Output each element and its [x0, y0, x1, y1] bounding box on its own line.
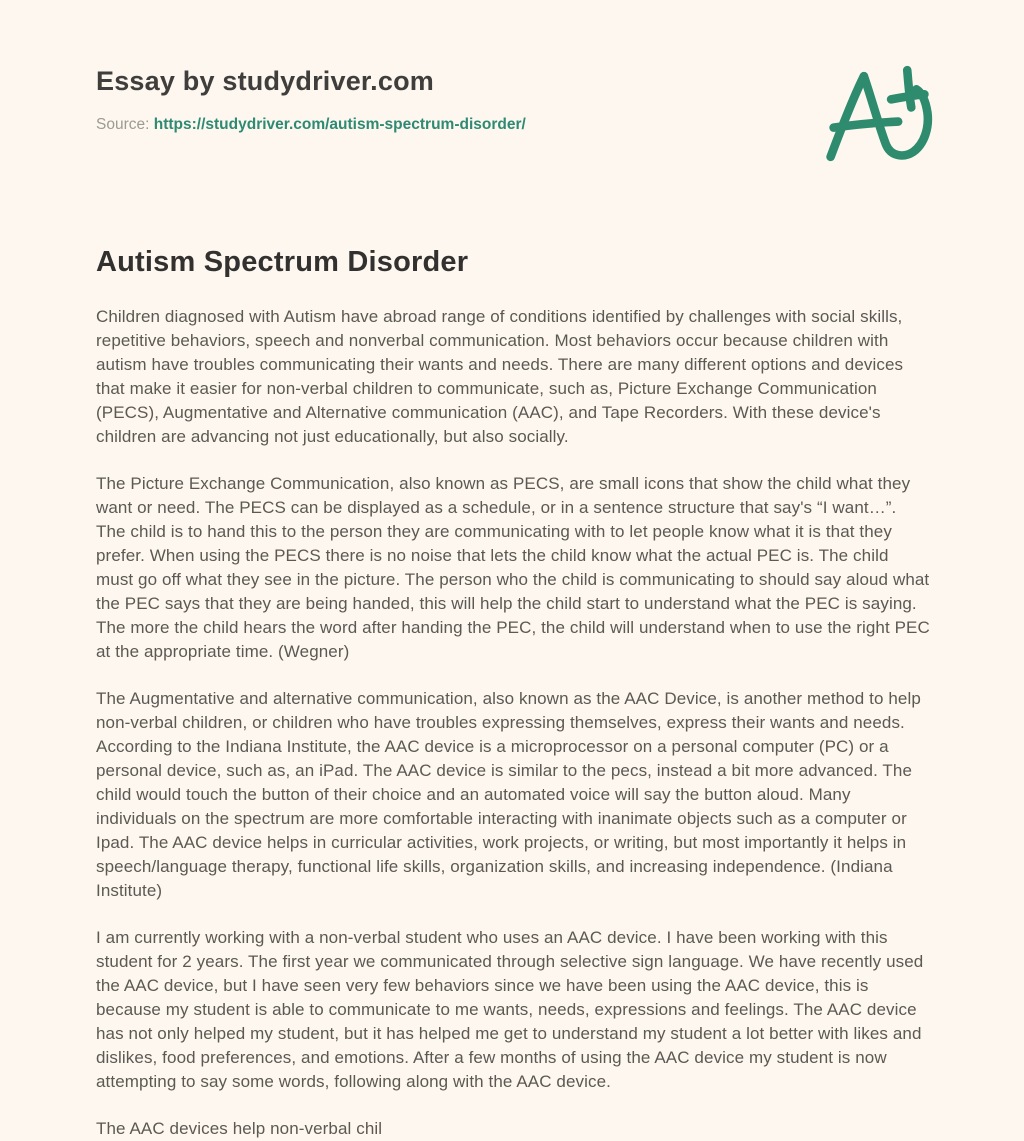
essay-paragraph: The Augmentative and alternative communication, also known as the AAC Device, is another method to help non-verbal children, or children who have troubles expressing themselves, express their wants and needs. According to the Indiana Institute, the AAC device is a microprocessor on a personal computer (PC) or a personal device, such as, an iPad. The AAC device is similar to the pecs, instead a bit more advanced. The child would touch the button of their choice and an automated voice will say the button aloud. Many individuals on the spectrum are more comfortable interacting with inanimate objects such as a computer or Ipad. The AAC device helps in curricular activities, work projects, or writing, but most importantly it helps in speech/language therapy, functional life skills, organization skills, and increasing independence. (Indiana Institute)	[96, 689, 921, 900]
essay-paragraph: I am currently working with a non-verbal student who uses an AAC device. I have been working with this student for 2 years. The first year we communicated through selective sign language. We have recently used the AAC device, but I have seen very few behaviors since we have been using the AAC device, this is because my student is able to communicate to me wants, needs, expressions and feelings. The AAC device has not only helped my student, but it has helped me get to understand my student a lot better with likes and dislikes, food preferences, and emotions. After a few months of using the AAC device my student is now attempting to say some words, following along with the AAC device.	[96, 928, 924, 1091]
source-label: Source:	[96, 116, 150, 133]
essay-body	[96, 305, 930, 1141]
a-plus-logo-icon	[816, 56, 940, 172]
essay-paragraph: Children diagnosed with Autism have abroad range of conditions identified by challenges with social skills, repetitive behaviors, speech and nonverbal communication. Most behaviors occur because children with autism have troubles communicating their wants and needs. There are many different options and devices that make it easier for non-verbal children to communicate, such as, Picture Exchange Communication (PECS), Augmentative and Alternative communication (AAC), and Tape Recorders. With these device's children are advancing not just educationally, but also socially.	[96, 307, 904, 446]
header-title: Essay by studydriver.com	[96, 66, 434, 96]
essay-paragraph: The Picture Exchange Communication, also known as PECS, are small icons that show the child what they want or need. The PECS can be displayed as a schedule, or in a sentence structure that say's “I want…”. The child is to hand this to the person they are communicating with to let people know what it is that they prefer. When using the PECS there is no noise that lets the child know what the actual PEC is. The child must go off what they see in the picture. The person who the child is communicating to should say aloud what the PEC says that they are being handed, this will help the child start to understand what the PEC is saying. The more the child hears the word after handing the PEC, the child will understand when to use the right PEC at the appropriate time. (Wegner)	[96, 474, 930, 661]
source-url-link[interactable]: https://studydriver.com/autism-spectrum-disorder/	[153, 116, 526, 133]
source-line	[96, 116, 928, 134]
document-title: Autism Spectrum Disorder	[96, 246, 469, 278]
essay-paragraph: The AAC devices help non-verbal chil	[96, 1119, 383, 1138]
a-plus-logo	[816, 56, 940, 172]
